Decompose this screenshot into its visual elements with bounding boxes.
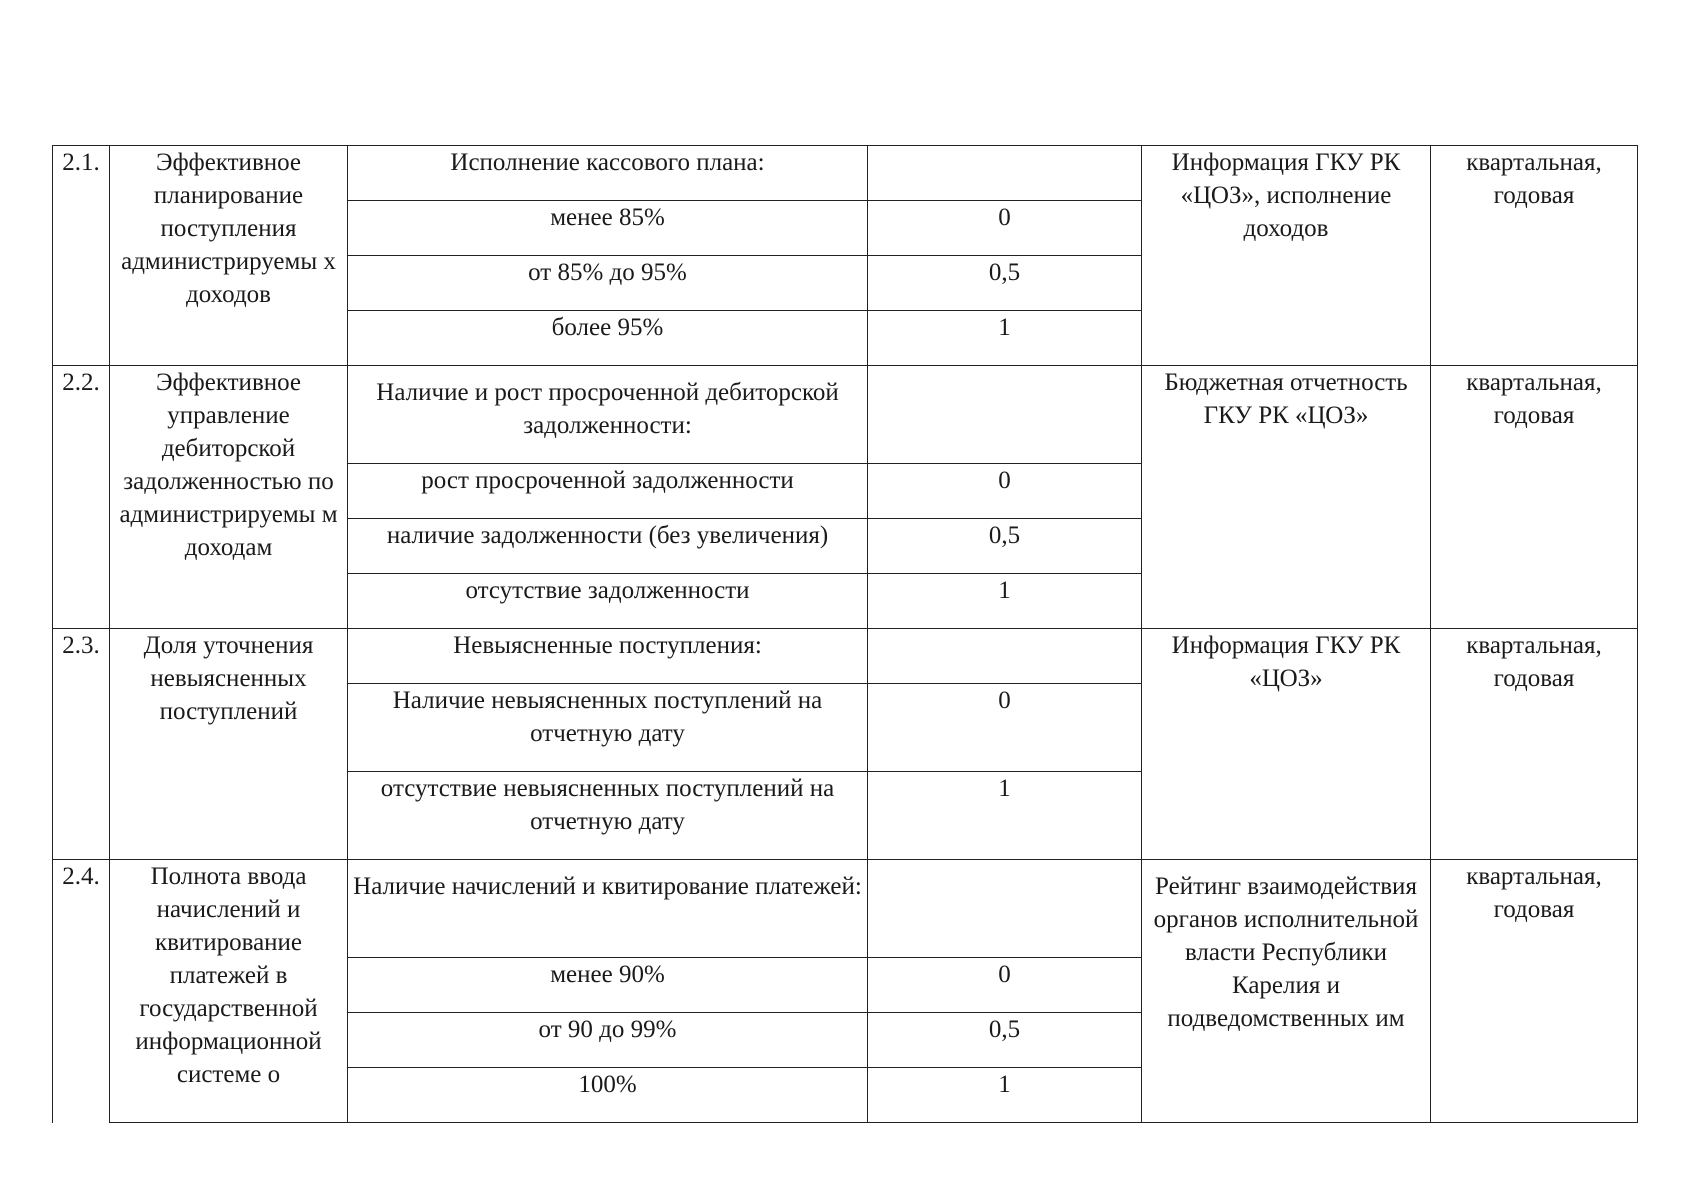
row-number: 2.2. (53, 366, 110, 629)
condition-cell: отсутствие невыясненных поступлений на отчетную дату (348, 772, 868, 860)
condition-cell: менее 90% (348, 958, 868, 1013)
period-cell: квартальная, годовая (1431, 146, 1638, 366)
period-cell: квартальная, годовая (1431, 629, 1638, 860)
source-cell: Информация ГКУ РК «ЦОЗ» (1142, 629, 1431, 860)
table-row (53, 860, 1638, 958)
score-cell: 0,5 (868, 519, 1142, 574)
criteria-table (52, 145, 1638, 1123)
condition-cell: менее 85% (348, 201, 868, 256)
source-cell: Рейтинг взаимодействия органов исполнительной власти Республики Карелия и подведомственных им (1142, 860, 1431, 1123)
criterion-name: Доля уточнения невыясненных поступлений (110, 629, 348, 860)
score-cell (868, 629, 1142, 684)
criterion-name: Полнота ввода начислений и квитирование платежей в государственной информационной системе о (110, 860, 348, 1123)
condition-heading: Исполнение кассового плана: (348, 146, 868, 201)
table-row (53, 629, 1638, 684)
condition-cell: от 85% до 95% (348, 256, 868, 311)
criterion-name: Эффективное планирование поступления администрируемы х доходов (110, 146, 348, 366)
row-number: 2.3. (53, 629, 110, 860)
score-cell: 0 (868, 464, 1142, 519)
condition-cell: наличие задолженности (без увеличения) (348, 519, 868, 574)
score-cell: 0,5 (868, 256, 1142, 311)
condition-cell: от 90 до 99% (348, 1013, 868, 1068)
score-cell: 0 (868, 684, 1142, 772)
score-cell: 0 (868, 958, 1142, 1013)
condition-heading: Наличие и рост просроченной дебиторской задолженности: (348, 366, 868, 464)
score-cell: 1 (868, 574, 1142, 629)
condition-cell: более 95% (348, 311, 868, 366)
row-number: 2.4. (53, 860, 110, 1123)
score-cell (868, 146, 1142, 201)
score-cell (868, 366, 1142, 464)
condition-heading: Наличие начислений и квитирование платежей: (348, 860, 868, 958)
row-number: 2.1. (53, 146, 110, 366)
score-cell: 1 (868, 311, 1142, 366)
criterion-name: Эффективное управление дебиторской задолженностью по администрируемы м доходам (110, 366, 348, 629)
score-cell: 0 (868, 201, 1142, 256)
table-row (53, 146, 1638, 201)
score-cell (868, 860, 1142, 958)
source-cell: Бюджетная отчетность ГКУ РК «ЦОЗ» (1142, 366, 1431, 629)
condition-heading: Невыясненные поступления: (348, 629, 868, 684)
condition-cell: 100% (348, 1068, 868, 1123)
score-cell: 1 (868, 772, 1142, 860)
table-row (53, 366, 1638, 464)
condition-cell: рост просроченной задолженности (348, 464, 868, 519)
condition-cell: Наличие невыясненных поступлений на отчетную дату (348, 684, 868, 772)
source-cell: Информация ГКУ РК «ЦОЗ», исполнение доходов (1142, 146, 1431, 366)
period-cell: квартальная, годовая (1431, 860, 1638, 1123)
period-cell: квартальная, годовая (1431, 366, 1638, 629)
score-cell: 0,5 (868, 1013, 1142, 1068)
score-cell: 1 (868, 1068, 1142, 1123)
condition-cell: отсутствие задолженности (348, 574, 868, 629)
